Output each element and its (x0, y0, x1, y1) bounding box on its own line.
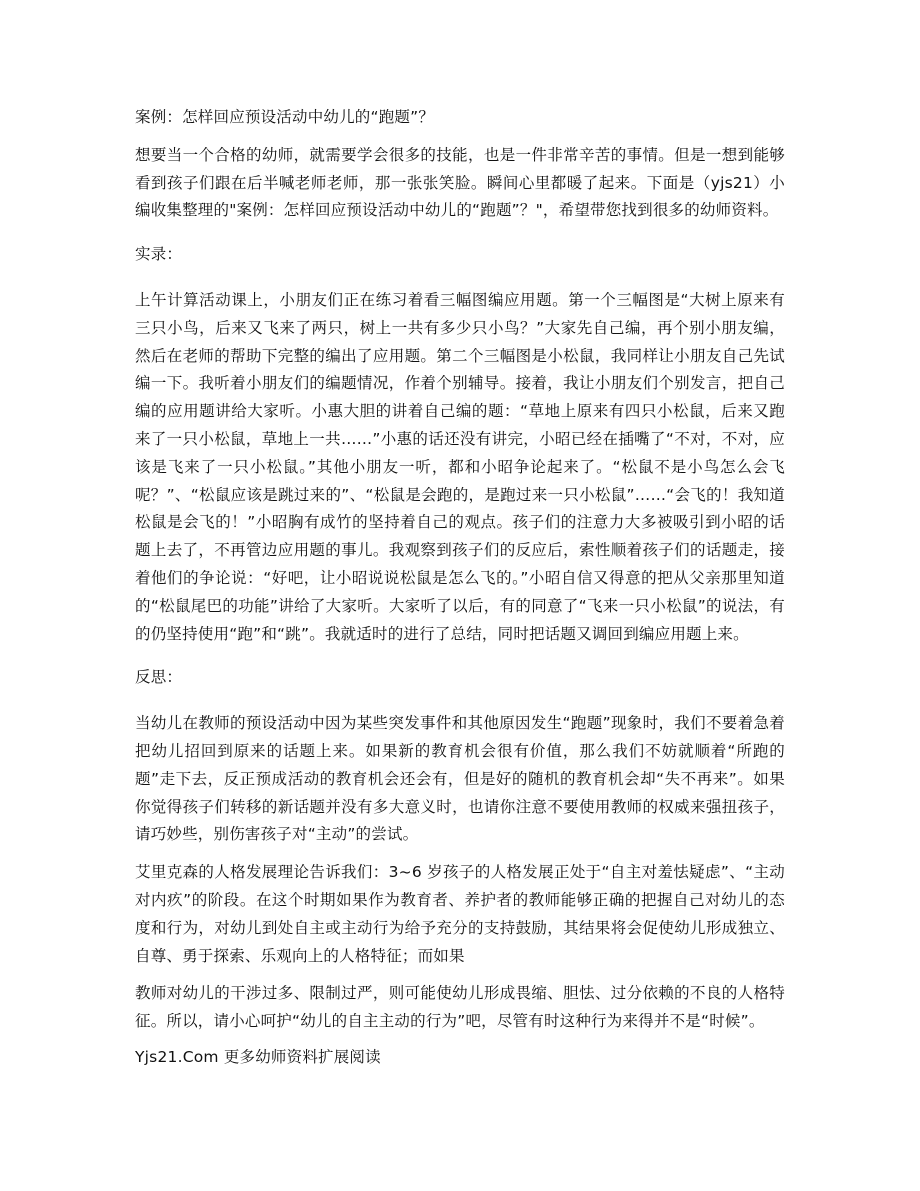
reflection-paragraph-3: 教师对幼儿的干涉过多、限制过严，则可能使幼儿形成畏缩、胆怯、过分依赖的不良的人格特征。所以，请小心呵护“幼儿的自主主动的行为”吧，尽管有时这种行为来得并不是“时候”。 (135, 984, 785, 1031)
record-label: 实录： (135, 245, 183, 264)
spacer (135, 277, 785, 287)
spacer (135, 648, 785, 658)
intro-paragraph: 想要当一个合格的幼师，就需要学会很多的技能，也是一件非常辛苦的事情。但是一想到能够看到孩子们跟在后半喊老师老师，那一张张笑脸。瞬间心里都暖了起来。下面是（yjs21）小编收集整理的"案例：怎样回应预设活动中幼儿的“跑题”？"，希望带您找到很多的幼师资料。 (135, 145, 785, 220)
reflection-label: 反思： (135, 668, 183, 687)
spacer (135, 970, 785, 980)
spacer (135, 225, 785, 235)
footer-link[interactable]: Yjs21.Com 更多幼师资料扩展阅读 (135, 1047, 381, 1066)
spacer (135, 849, 785, 859)
document-page (135, 104, 785, 1072)
spacer (135, 700, 785, 710)
document-title: 案例：怎样回应预设活动中幼儿的“跑题”？ (135, 108, 435, 126)
reflection-paragraph-2: 艾里克森的人格发展理论告诉我们：3~6 岁孩子的人格发展正处于“自主对羞怯疑虑”、“主动对内疚”的阶段。在这个时期如果作为教育者、养护者的教师能够正确的把握自己对幼儿的态度和行为，对幼儿到处自主或主动行为给予充分的支持鼓励，其结果将会促使幼儿形成独立、自尊、勇于探索、乐观向上的人格特征；而如果 (135, 863, 785, 965)
reflection-paragraph-1: 当幼儿在教师的预设活动中因为某些突发事件和其他原因发生“跑题”现象时，我们不要着急着把幼儿招回到原来的话题上来。如果新的教育机会很有价值，那么我们不妨就顺着“所跑的题”走下去，反正预成活动的教育机会还会有，但是好的随机的教育机会却“失不再来”。如果你觉得孩子们转移的新话题并没有多大意义时，也请你注意不要使用教师的权威来强扭孩子，请巧妙些，别伤害孩子对“主动”的尝试。 (135, 714, 785, 844)
record-paragraph: 上午计算活动课上，小朋友们正在练习着看三幅图编应用题。第一个三幅图是“大树上原来有三只小鸟，后来又飞来了两只，树上一共有多少只小鸟？”大家先自己编，再个别小朋友编，然后在老师的帮助下完整的编出了应用题。第二个三幅图是小松鼠，我同样让小朋友自己先试编一下。我听着小朋友们的编题情况，作着个别辅导。接着，我让小朋友们个别发言，把自己编的应用题讲给大家听。小惠大胆的讲着自己编的题：“草地上原来有四只小松鼠，后来又跑来了一只小松鼠，草地上一共……”小惠的话还没有讲完，小昭已经在插嘴了“不对，不对，应该是飞来了一只小松鼠。”其他小朋友一听，都和小昭争论起来了。“松鼠不是小鸟怎么会飞呢？”、“松鼠应该是跳过来的”、“松鼠是会跑的，是跑过来一只小松鼠”……“会飞的！我知道松鼠是会飞的！”小昭胸有成竹的坚持着自己的观点。孩子们的注意力大多被吸引到小昭的话题上去了，不再管边应用题的事儿。我观察到孩子们的反应后，索性顺着孩子们的话题走，接着他们的争论说：“好吧，让小昭说说松鼠是怎么飞的。”小昭自信又得意的把从父亲那里知道的“松鼠尾巴的功能”讲给了大家听。大家听了以后，有的同意了“飞来一只小松鼠”的说法，有的仍坚持使用“跑”和“跳”。我就适时的进行了总结，同时把话题又调回到编应用题上来。 (135, 290, 785, 643)
